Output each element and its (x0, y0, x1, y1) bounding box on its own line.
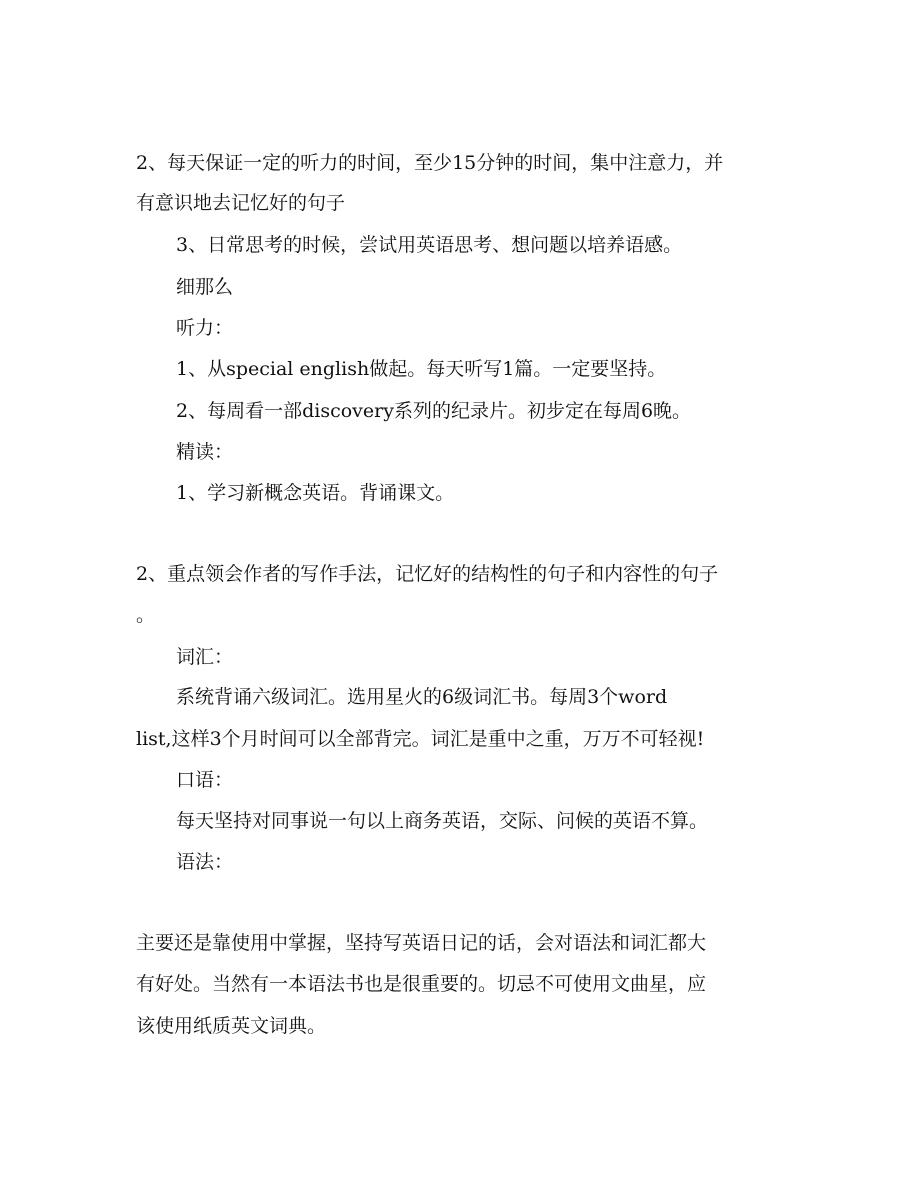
paragraph-line: 该使用纸质英文词典。 (136, 1015, 327, 1037)
paragraph-line: 2、每天保证一定的听力的时间，至少15分钟的时间，集中注意力，并 (136, 152, 724, 174)
section-heading-listening: 听力： (176, 317, 234, 339)
paragraph-line: 有意识地去记忆好的句子 (136, 192, 346, 214)
section-heading-intensive-reading: 精读： (176, 441, 234, 463)
paragraph-line: 系统背诵六级词汇。选用星火的6级词汇书。每周3个word (176, 686, 668, 708)
section-heading-grammar: 语法： (176, 851, 234, 873)
paragraph-line: 2、每周看一部discovery系列的纪录片。初步定在每周6晚。 (176, 400, 692, 422)
paragraph-line: 。 (136, 604, 156, 626)
section-heading-speaking: 口语： (176, 769, 234, 791)
paragraph-line: 1、从special english做起。每天听写1篇。一定要坚持。 (176, 358, 667, 380)
paragraph-line: 有好处。当然有一本语法书也是很重要的。切忌不可使用文曲星，应 (136, 973, 707, 995)
paragraph-line: list,这样3个月时间可以全部背完。词汇是重中之重，万万不可轻视! (136, 728, 705, 750)
paragraph-line: 3、日常思考的时候，尝试用英语思考、想问题以培养语感。 (176, 234, 683, 256)
paragraph-line: 主要还是靠使用中掌握，坚持写英语日记的话，会对语法和词汇都大 (136, 932, 707, 954)
paragraph-line: 细那么 (176, 276, 234, 298)
paragraph-line: 2、重点领会作者的写作手法，记忆好的结构性的句子和内容性的句子 (136, 563, 719, 585)
section-heading-vocabulary: 词汇： (176, 646, 234, 668)
paragraph-line: 每天坚持对同事说一句以上商务英语，交际、问候的英语不算。 (176, 810, 709, 832)
paragraph-line: 1、学习新概念英语。背诵课文。 (176, 482, 455, 504)
